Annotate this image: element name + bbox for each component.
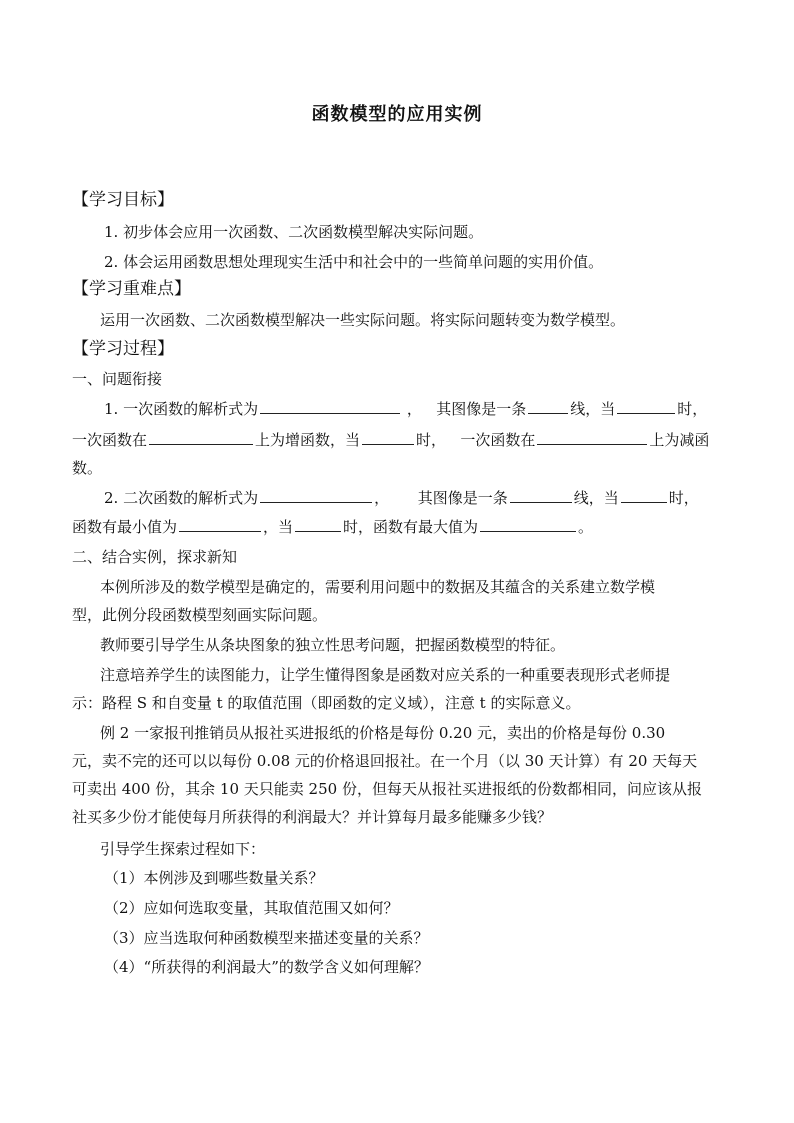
answer-blank (510, 486, 572, 503)
answer-blank (480, 515, 576, 532)
key-text: 运用一次函数、二次函数模型解决一些实际问题。将实际问题转变为数学模型。 (100, 311, 626, 329)
answer-blank (362, 428, 414, 445)
part2-heading: 二、结合实例，探求新知 (72, 548, 238, 566)
answer-blank (149, 428, 253, 445)
example-line-2: 元，卖不完的还可以以每份 0.08 元的价格退回报社。在一个月（以 30 天计算）有 20 天每天 (72, 752, 698, 770)
paragraph-1-line-2: 型，此例分段函数模型刻画实际问题。 (72, 606, 328, 624)
page-title: 函数模型的应用实例 (311, 104, 483, 125)
step-3: （3）应当选取何种函数模型来描述变量的关系？ (104, 929, 429, 947)
example-line-1: 例 2 一家报刊推销员从报社买进报纸的价格是每份 0.20 元，卖出的价格是每份 0.30 (100, 724, 666, 742)
part1-heading: 一、问题衔接 (72, 370, 163, 388)
q1-line-1: 1. 一次函数的解析式为 ， 其图像是一条 线，当 时， (104, 397, 764, 421)
answer-blank (617, 397, 675, 414)
goals-heading: 【学习目标】 (72, 190, 174, 210)
guide-text: 引导学生探索过程如下： (100, 840, 266, 858)
step-2: （2）应如何选取变量，其取值范围又如何？ (104, 899, 399, 917)
q2-line-2: 函数有最小值为 ，当 时，函数有最大值为 。 (72, 515, 732, 539)
step-4: （4）“所获得的利润最大”的数学含义如何理解？ (104, 958, 429, 976)
process-heading: 【学习过程】 (72, 339, 174, 359)
answer-blank (179, 515, 261, 532)
paragraph-3-line-1: 注意培养学生的读图能力，让学生懂得图象是函数对应关系的一种重要表现形式老师提 (100, 666, 671, 684)
q1-line-2: 一次函数在 上为增函数，当 时， 一次函数在 上为减函 (72, 428, 732, 452)
goal-item-1: 1. 初步体会应用一次函数、二次函数模型解决实际问题。 (104, 223, 484, 241)
answer-blank (528, 397, 568, 414)
answer-blank (260, 486, 372, 503)
answer-blank (537, 428, 647, 445)
q1-line-3: 数。 (72, 459, 103, 477)
example-line-4: 社买多少份才能使每月所获得的利润最大？并计算每月最多能赚多少钱？ (72, 808, 553, 826)
step-1: （1）本例涉及到哪些数量关系？ (104, 869, 324, 887)
q2-line-1: 2. 二次函数的解析式为 ， 其图像是一条 线，当 时， (104, 486, 764, 510)
example-line-3: 可卖出 400 份，其余 10 天只能卖 250 份，但每天从报社买进报纸的份数都相同，问应该从报 (72, 780, 702, 798)
paragraph-2: 教师要引导学生从条块图象的独立性思考问题，把握函数模型的特征。 (100, 636, 566, 654)
answer-blank (295, 515, 341, 532)
paragraph-1-line-1: 本例所涉及的数学模型是确定的，需要利用问题中的数据及其蕴含的关系建立数学模 (100, 578, 656, 596)
paragraph-3-line-2: 示：路程 S 和自变量 t 的取值范围（即函数的定义域），注意 t 的实际意义。 (72, 694, 581, 712)
key-heading: 【学习重难点】 (72, 279, 191, 299)
answer-blank (260, 397, 400, 414)
answer-blank (621, 486, 667, 503)
goal-item-2: 2. 体会运用函数思想处理现实生活中和社会中的一些简单问题的实用价值。 (104, 253, 604, 271)
